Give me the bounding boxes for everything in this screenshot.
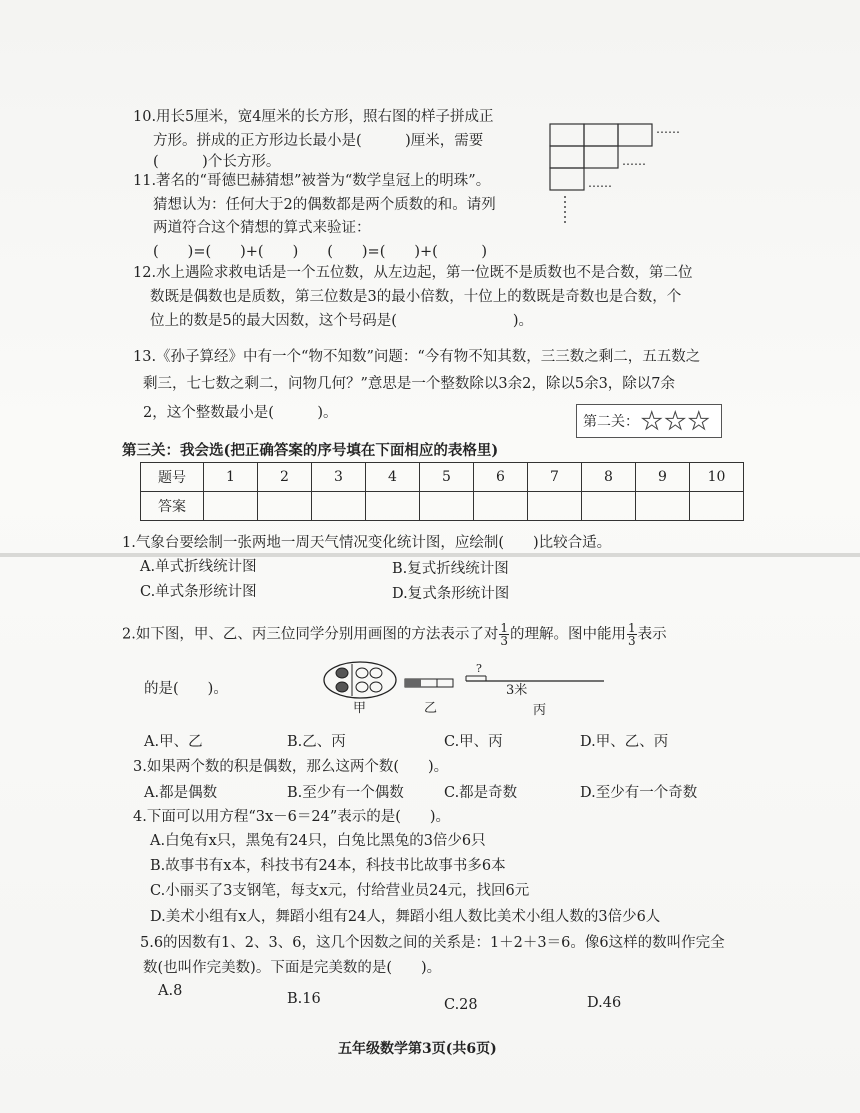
q10-line1: 10.用长5厘米，宽4厘米的长方形，照右图的样子拼成正	[133, 109, 494, 125]
c2-option-c: C.甲、丙	[444, 734, 503, 750]
c3-stem: 3.如果两个数的积是偶数，那么这两个数( )。	[133, 759, 449, 775]
frac-denominator: 3	[500, 634, 508, 648]
c3-option-c: C.都是奇数	[444, 785, 518, 801]
frac-numerator: 1	[627, 621, 636, 635]
figure-bing-length: 3米	[506, 683, 528, 698]
q13-line3: 2，这个整数最小是( )。	[143, 405, 338, 421]
q11-line3: 两道符合这个猜想的算式来验证：	[153, 220, 371, 236]
c2-option-a: A.甲、乙	[144, 734, 203, 750]
answer-cell[interactable]	[636, 492, 690, 521]
star-icon: ★	[641, 407, 663, 435]
answer-cell[interactable]	[204, 492, 258, 521]
c1-option-c: C.单式条形统计图	[140, 584, 257, 600]
q10-line3: ( )个长方形。	[153, 154, 281, 170]
figure-jia	[322, 660, 398, 700]
page-footer: 五年级数学第3页(共6页)	[338, 1041, 497, 1057]
question-number-cell: 10	[690, 463, 744, 492]
c4-option-b: B.故事书有x本，科技书有24本，科技书比故事书多6本	[150, 858, 506, 874]
tiling-dots-2: ……	[622, 154, 646, 168]
c3-option-b: B.至少有一个偶数	[287, 785, 404, 801]
q12-line3: 位上的数是5的最大因数，这个号码是( )。	[150, 313, 534, 329]
answer-cell[interactable]	[366, 492, 420, 521]
star-icon: ★	[688, 407, 710, 435]
question-number-cell: 5	[420, 463, 474, 492]
c2-stem	[122, 622, 667, 647]
answer-cell[interactable]	[474, 492, 528, 521]
c5-option-b: B.16	[287, 991, 321, 1007]
c4-option-a: A.白兔有x只，黑兔有24只，白兔比黑兔的3倍少6只	[150, 833, 486, 849]
figure-bing-question-mark: ?	[476, 662, 482, 675]
table-row	[141, 463, 744, 492]
label-bing: 丙	[533, 703, 547, 718]
frac-denominator: 3	[627, 634, 636, 648]
answer-cell[interactable]	[582, 492, 636, 521]
q13-line1: 13.《孙子算经》中有一个“物不知数”问题：“今有物不知其数，三三数之剩二，五五数之	[133, 349, 701, 365]
c1-option-a: A.单式折线统计图	[140, 559, 257, 575]
question-number-cell: 9	[636, 463, 690, 492]
q12-line2: 数既是偶数也是质数，第三位数是3的最小倍数，十位上的数既是奇数也是合数，个	[150, 289, 682, 305]
c2-stem-part1: 2.如下图，甲、乙、丙三位同学分别用画图的方法表示了对	[122, 626, 499, 643]
c2-stem-line2: 的是( )。	[144, 681, 228, 697]
question-number-cell: 2	[258, 463, 312, 492]
label-jia: 甲	[353, 701, 367, 716]
figure-bing	[464, 672, 606, 686]
c2-stem-part2: 的理解。图中能用	[509, 626, 626, 643]
answer-cell[interactable]	[312, 492, 366, 521]
row-label-answer: 答案	[141, 492, 204, 521]
question-number-cell: 8	[582, 463, 636, 492]
question-number-cell: 7	[528, 463, 582, 492]
answer-cell[interactable]	[528, 492, 582, 521]
c1-option-b: B.复式折线统计图	[392, 561, 509, 577]
level2-badge-label: 第二关：	[583, 414, 639, 430]
question-number-cell: 3	[312, 463, 366, 492]
question-number-cell: 6	[474, 463, 528, 492]
fraction-one-third	[627, 622, 637, 647]
fraction-one-third	[499, 622, 509, 647]
c5-option-d: D.46	[587, 995, 622, 1011]
q11-line1: 11.著名的“哥德巴赫猜想”被誉为“数学皇冠上的明珠”。	[133, 173, 491, 189]
c3-option-a: A.都是偶数	[144, 785, 218, 801]
q11-line4: ( )=( )+( ) ( )=( )+( )	[153, 244, 487, 260]
question-number-cell: 1	[204, 463, 258, 492]
c2-option-b: B.乙、丙	[287, 734, 346, 750]
c4-option-d: D.美术小组有x人，舞蹈小组有24人，舞蹈小组人数比美术小组人数的3倍少6人	[150, 909, 661, 925]
c2-stem-part3: 表示	[637, 626, 667, 643]
q12-line1: 12.水上遇险求救电话是一个五位数，从左边起，第一位既不是质数也不是合数，第二位	[133, 265, 693, 281]
c2-option-d: D.甲、乙、丙	[580, 734, 669, 750]
answer-cell[interactable]	[420, 492, 474, 521]
q11-line2: 猜想认为：任何大于2的偶数都是两个质数的和。请列	[153, 197, 496, 213]
c4-option-c: C.小丽买了3支钢笔，每支x元，付给营业员24元，找回6元	[150, 883, 530, 899]
level2-star-badge	[576, 404, 722, 438]
answer-cell[interactable]	[258, 492, 312, 521]
answer-table	[140, 462, 744, 521]
c1-option-d: D.复式条形统计图	[392, 586, 510, 602]
frac-numerator: 1	[500, 621, 508, 635]
tiling-dots-3: ……	[588, 176, 612, 190]
c3-option-d: D.至少有一个奇数	[580, 785, 698, 801]
tiling-dots-1: ……	[656, 122, 680, 136]
figure-yi	[404, 676, 456, 690]
c5-line1: 5.6的因数有1、2、3、6，这几个因数之间的关系是：1＋2＋3＝6。像6这样的数叫作完全	[140, 935, 725, 951]
c5-option-a: A.8	[158, 983, 183, 999]
star-icon: ★	[664, 407, 687, 435]
scan-band	[0, 553, 860, 557]
table-row	[141, 492, 744, 521]
section3-title: 第三关：我会选(把正确答案的序号填在下面相应的表格里)	[122, 442, 499, 459]
label-yi: 乙	[424, 701, 438, 716]
c5-option-c: C.28	[444, 997, 478, 1013]
c5-line2: 数(也叫作完美数)。下面是完美数的是( )。	[143, 960, 442, 976]
row-label-number: 题号	[141, 463, 204, 492]
q10-line2: 方形。拼成的正方形边长最小是( )厘米，需要	[153, 133, 484, 149]
answer-cell[interactable]	[690, 492, 744, 521]
c1-stem: 1.气象台要绘制一张两地一周天气情况变化统计图，应绘制( )比较合适。	[122, 535, 612, 551]
question-number-cell: 4	[366, 463, 420, 492]
c4-stem: 4.下面可以用方程“3x－6＝24”表示的是( )。	[133, 809, 451, 825]
q13-line2: 剩三，七七数之剩二，问物几何？”意思是一个整数除以3余2，除以5余3，除以7余	[143, 376, 676, 392]
